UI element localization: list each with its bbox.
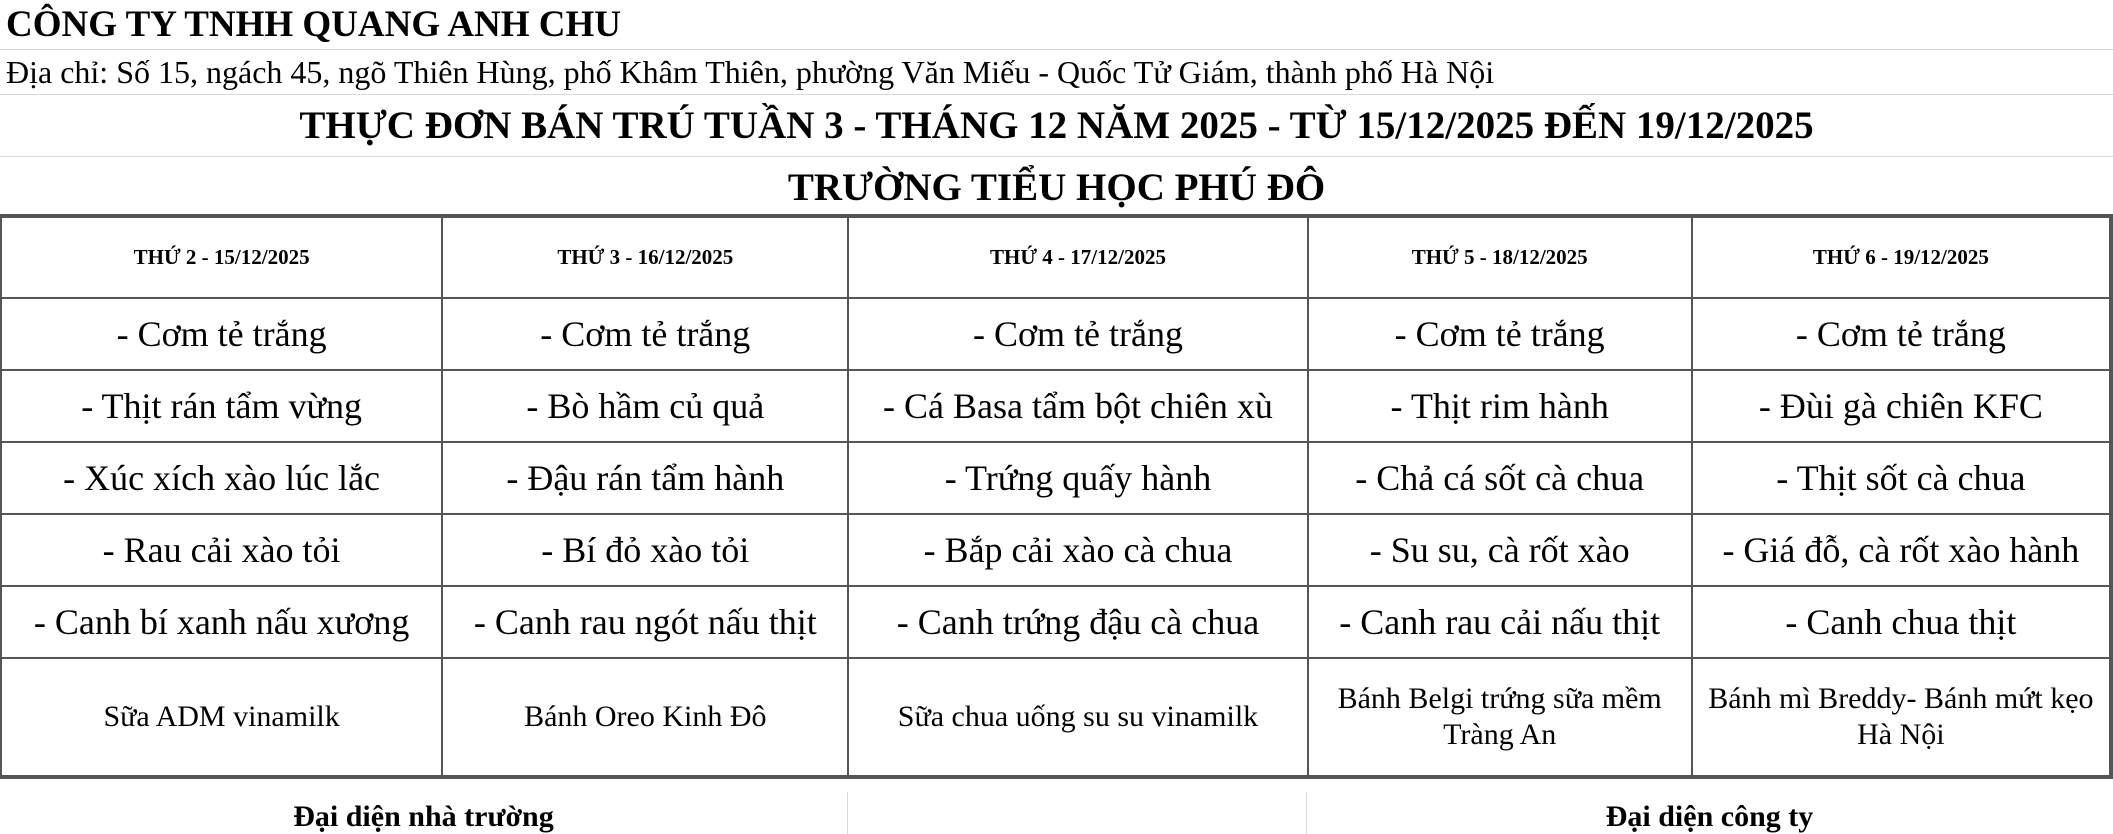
- dish-cell: - Đùi gà chiên KFC: [1692, 370, 2111, 442]
- dish-cell: - Canh chua thịt: [1692, 586, 2111, 658]
- dish-cell: - Rau cải xào tỏi: [1, 514, 442, 586]
- dish-cell: - Cá Basa tẩm bột chiên xù: [848, 370, 1307, 442]
- day-header-tue: THỨ 3 - 16/12/2025: [442, 216, 848, 298]
- dish-row-vegetable: [1, 514, 2111, 586]
- day-header-row: [1, 216, 2111, 298]
- dish-cell: - Cơm tẻ trắng: [442, 298, 848, 370]
- day-header-wed: THỨ 4 - 17/12/2025: [848, 216, 1307, 298]
- dish-cell: - Thịt rán tẩm vừng: [1, 370, 442, 442]
- dish-cell: - Trứng quấy hành: [848, 442, 1307, 514]
- dish-cell: - Canh rau ngót nấu thịt: [442, 586, 848, 658]
- dish-cell: - Canh rau cải nấu thịt: [1308, 586, 1692, 658]
- signature-row: [0, 792, 2113, 834]
- dish-cell: - Chả cá sốt cà chua: [1308, 442, 1692, 514]
- dish-row-side: [1, 442, 2111, 514]
- dish-row-main: [1, 370, 2111, 442]
- snack-cell: Bánh Belgi trứng sữa mềm Tràng An: [1308, 658, 1692, 777]
- dish-cell: - Bắp cải xào cà chua: [848, 514, 1307, 586]
- snack-cell: Bánh mì Breddy- Bánh mứt kẹo Hà Nội: [1692, 658, 2111, 777]
- dish-row-rice: [1, 298, 2111, 370]
- dish-cell: - Đậu rán tẩm hành: [442, 442, 848, 514]
- dish-cell: - Cơm tẻ trắng: [848, 298, 1307, 370]
- dish-cell: - Xúc xích xào lúc lắc: [1, 442, 442, 514]
- menu-title: THỰC ĐƠN BÁN TRÚ TUẦN 3 - THÁNG 12 NĂM 2025 - TỪ 15/12/2025 ĐẾN 19/12/2025: [0, 95, 2113, 157]
- dish-cell: - Thịt sốt cà chua: [1692, 442, 2111, 514]
- dish-cell: - Canh trứng đậu cà chua: [848, 586, 1307, 658]
- dish-cell: - Bò hầm củ quả: [442, 370, 848, 442]
- company-name: CÔNG TY TNHH QUANG ANH CHU: [0, 0, 2113, 50]
- school-representative-label: Đại diện nhà trường: [293, 800, 554, 833]
- dish-cell: - Giá đỗ, cà rốt xào hành: [1692, 514, 2111, 586]
- dish-cell: - Thịt rim hành: [1308, 370, 1692, 442]
- dish-cell: - Canh bí xanh nấu xương: [1, 586, 442, 658]
- snack-cell: Sữa chua uống su su vinamilk: [848, 658, 1307, 777]
- snack-row: [1, 658, 2111, 777]
- company-representative-label: Đại diện công ty: [1605, 800, 1814, 833]
- dish-cell: - Bí đỏ xào tỏi: [442, 514, 848, 586]
- divider: [847, 792, 848, 834]
- day-header-fri: THỨ 6 - 19/12/2025: [1692, 216, 2111, 298]
- company-address: Địa chỉ: Số 15, ngách 45, ngõ Thiên Hùng, phố Khâm Thiên, phường Văn Miếu - Quốc Tử Giám, thành phố Hà Nội: [0, 50, 2113, 95]
- dish-cell: - Cơm tẻ trắng: [1308, 298, 1692, 370]
- dish-cell: - Cơm tẻ trắng: [1692, 298, 2111, 370]
- snack-cell: Bánh Oreo Kinh Đô: [442, 658, 848, 777]
- snack-cell: Sữa ADM vinamilk: [1, 658, 442, 777]
- school-name: TRƯỜNG TIỂU HỌC PHÚ ĐÔ: [787, 166, 1326, 209]
- dish-cell: - Cơm tẻ trắng: [1, 298, 442, 370]
- weekly-menu-table: [0, 214, 2113, 779]
- day-header-thu: THỨ 5 - 18/12/2025: [1308, 216, 1692, 298]
- dish-cell: - Su su, cà rốt xào: [1308, 514, 1692, 586]
- day-header-mon: THỨ 2 - 15/12/2025: [1, 216, 442, 298]
- dish-row-soup: [1, 586, 2111, 658]
